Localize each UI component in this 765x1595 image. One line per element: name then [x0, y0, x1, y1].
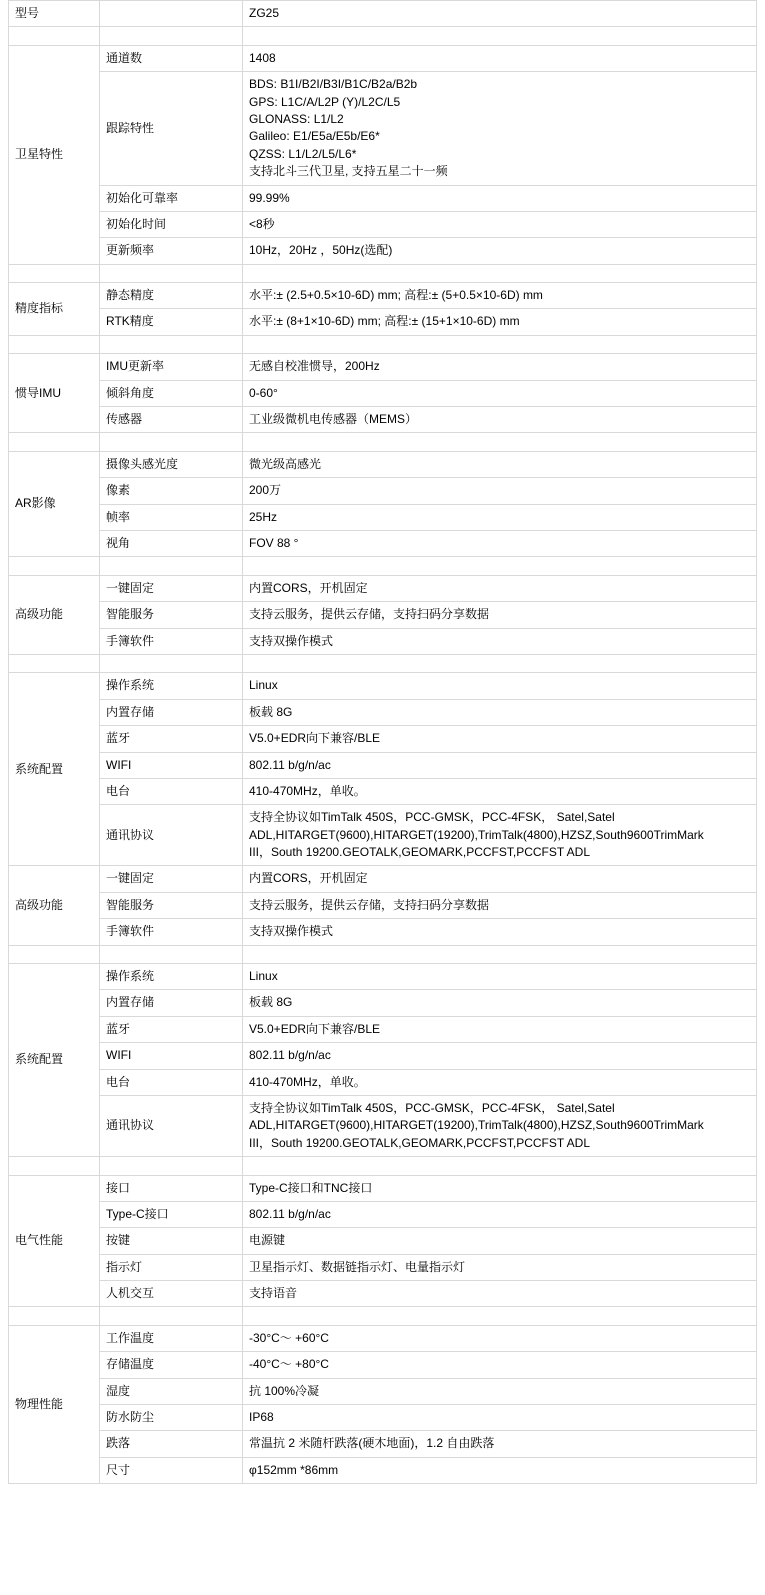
table-row [9, 283, 757, 309]
parameter-value: 工业级微机电传感器（MEMS） [243, 407, 757, 433]
table-row [9, 354, 757, 380]
parameter-value: φ152mm *86mm [243, 1457, 757, 1483]
table-row [9, 1228, 757, 1254]
spacer-row [9, 654, 757, 672]
spacer-cell [100, 1157, 243, 1175]
table-row [9, 1069, 757, 1095]
spacer-cell [243, 335, 757, 353]
parameter-value: 410-470MHz，单收。 [243, 778, 757, 804]
parameter-label: 按键 [100, 1228, 243, 1254]
row-value: ZG25 [243, 1, 757, 27]
specification-table [8, 0, 757, 1484]
parameter-value: 常温抗 2 米随杆跌落(硬木地面)，1.2 自由跌落 [243, 1431, 757, 1457]
spacer-cell [9, 264, 100, 282]
parameter-label: 尺寸 [100, 1457, 243, 1483]
table-row [9, 1095, 757, 1156]
spacer-row [9, 335, 757, 353]
parameter-value: 内置CORS，开机固定 [243, 866, 757, 892]
parameter-value: 无感自校准惯导，200Hz [243, 354, 757, 380]
parameter-label: 跟踪特性 [100, 72, 243, 185]
row-label: 型号 [9, 1, 100, 27]
table-row [9, 211, 757, 237]
spacer-cell [9, 433, 100, 451]
spacer-cell [243, 945, 757, 963]
parameter-label: IMU更新率 [100, 354, 243, 380]
parameter-label: 摄像头感光度 [100, 451, 243, 477]
spacer-row [9, 27, 757, 45]
parameter-label: 一键固定 [100, 575, 243, 601]
spacer-cell [9, 335, 100, 353]
spacer-cell [100, 1307, 243, 1325]
table-row [9, 752, 757, 778]
parameter-label: WIFI [100, 1043, 243, 1069]
table-row [9, 1431, 757, 1457]
table-row [9, 628, 757, 654]
parameter-value: 支持云服务，提供云存储，支持扫码分享数据 [243, 892, 757, 918]
parameter-label: 内置存储 [100, 699, 243, 725]
parameter-label: 传感器 [100, 407, 243, 433]
parameter-value: 802.11 b/g/n/ac [243, 752, 757, 778]
parameter-label: 通讯协议 [100, 805, 243, 866]
value-line: BDS: B1I/B2I/B3I/B1C/B2a/B2b [249, 77, 418, 92]
table-row [9, 778, 757, 804]
parameter-label: 通讯协议 [100, 1095, 243, 1156]
parameter-value [243, 1095, 757, 1156]
value-line: GLONASS: L1/L2 [249, 111, 344, 126]
spacer-cell [243, 654, 757, 672]
spacer-cell [9, 557, 100, 575]
parameter-value: 板载 8G [243, 699, 757, 725]
parameter-value: 410-470MHz，单收。 [243, 1069, 757, 1095]
spacer-cell [9, 654, 100, 672]
parameter-value: 1408 [243, 45, 757, 71]
parameter-label: 蓝牙 [100, 726, 243, 752]
parameter-label: 跌落 [100, 1431, 243, 1457]
parameter-value: 802.11 b/g/n/ac [243, 1201, 757, 1227]
table-row [9, 1175, 757, 1201]
parameter-value: 支持语音 [243, 1281, 757, 1307]
value-line: 支持全协议如TimTalk 450S，PCC-GMSK，PCC-4FSK， Satel,Satel [249, 810, 615, 825]
parameter-label: 智能服务 [100, 602, 243, 628]
table-row [9, 1325, 757, 1351]
category-label: 电气性能 [9, 1175, 100, 1307]
table-row [9, 964, 757, 990]
parameter-label: 智能服务 [100, 892, 243, 918]
parameter-value: 板载 8G [243, 990, 757, 1016]
category-label: 物理性能 [9, 1325, 100, 1483]
category-label: 高级功能 [9, 866, 100, 945]
parameter-label: 接口 [100, 1175, 243, 1201]
table-row [9, 575, 757, 601]
parameter-label: 通道数 [100, 45, 243, 71]
spacer-row [9, 1157, 757, 1175]
table-row [9, 1, 757, 27]
parameter-value [243, 805, 757, 866]
parameter-label: RTK精度 [100, 309, 243, 335]
spacer-row [9, 557, 757, 575]
table-row [9, 380, 757, 406]
table-row [9, 919, 757, 945]
value-line: III，South 19200.GEOTALK,GEOMARK,PCCFST,PCCFST ADL [249, 845, 591, 860]
parameter-value: <8秒 [243, 211, 757, 237]
parameter-value: 内置CORS，开机固定 [243, 575, 757, 601]
spacer-cell [100, 264, 243, 282]
table-row [9, 866, 757, 892]
parameter-label: 倾斜角度 [100, 380, 243, 406]
table-row [9, 185, 757, 211]
value-line: III，South 19200.GEOTALK,GEOMARK,PCCFST,PCCFST ADL [249, 1135, 591, 1150]
parameter-label: 电台 [100, 1069, 243, 1095]
parameter-value: 支持双操作模式 [243, 628, 757, 654]
category-label: 精度指标 [9, 283, 100, 336]
spacer-cell [243, 264, 757, 282]
parameter-value: IP68 [243, 1405, 757, 1431]
spacer-cell [243, 27, 757, 45]
table-row [9, 1457, 757, 1483]
spacer-cell [100, 27, 243, 45]
parameter-value: 微光级高感光 [243, 451, 757, 477]
spacer-cell [243, 433, 757, 451]
parameter-value: 水平:± (2.5+0.5×10-6D) mm; 高程:± (5+0.5×10-6D) mm [243, 283, 757, 309]
spacer-cell [100, 335, 243, 353]
table-row [9, 1016, 757, 1042]
parameter-value: -40°C～ +80°C [243, 1352, 757, 1378]
parameter-value: 抗 100%冷凝 [243, 1378, 757, 1404]
table-row [9, 1405, 757, 1431]
parameter-label: 更新频率 [100, 238, 243, 264]
value-line: ADL,HITARGET(9600),HITARGET(19200),TrimTalk(4800),HZSZ,South9600TrimMark [249, 827, 704, 842]
table-row [9, 1201, 757, 1227]
parameter-value: 电源键 [243, 1228, 757, 1254]
table-row [9, 1043, 757, 1069]
category-label: 系统配置 [9, 964, 100, 1157]
spacer-cell [100, 557, 243, 575]
parameter-label: 帧率 [100, 504, 243, 530]
spacer-cell [243, 1157, 757, 1175]
parameter-label: Type-C接口 [100, 1201, 243, 1227]
table-row [9, 309, 757, 335]
parameter-value: 支持云服务，提供云存储，支持扫码分享数据 [243, 602, 757, 628]
table-row [9, 1281, 757, 1307]
value-line: QZSS: L1/L2/L5/L6* [249, 146, 357, 161]
parameter-value [243, 72, 757, 185]
parameter-label: 蓝牙 [100, 1016, 243, 1042]
parameter-label: 人机交互 [100, 1281, 243, 1307]
category-label: AR影像 [9, 451, 100, 557]
parameter-value: 99.99% [243, 185, 757, 211]
parameter-label: WIFI [100, 752, 243, 778]
parameter-label: 静态精度 [100, 283, 243, 309]
table-row [9, 1352, 757, 1378]
category-label: 系统配置 [9, 673, 100, 866]
parameter-label: 湿度 [100, 1378, 243, 1404]
table-row [9, 478, 757, 504]
table-row [9, 1254, 757, 1280]
parameter-value: -30°C～ +60°C [243, 1325, 757, 1351]
parameter-value: 200万 [243, 478, 757, 504]
value-line: Galileo: E1/E5a/E5b/E6* [249, 129, 380, 144]
parameter-label: 初始化时间 [100, 211, 243, 237]
table-row [9, 238, 757, 264]
parameter-value: V5.0+EDR向下兼容/BLE [243, 726, 757, 752]
spacer-cell [9, 1157, 100, 1175]
parameter-label: 一键固定 [100, 866, 243, 892]
parameter-label: 初始化可靠率 [100, 185, 243, 211]
spacer-row [9, 945, 757, 963]
spacer-cell [100, 654, 243, 672]
table-row [9, 602, 757, 628]
spacer-row [9, 433, 757, 451]
table-row [9, 407, 757, 433]
table-row [9, 72, 757, 185]
table-row [9, 892, 757, 918]
table-row [9, 45, 757, 71]
parameter-label: 指示灯 [100, 1254, 243, 1280]
parameter-value: 卫星指示灯、数据链指示灯、电量指示灯 [243, 1254, 757, 1280]
table-body [9, 1, 757, 1484]
spacer-cell [243, 557, 757, 575]
parameter-label: 像素 [100, 478, 243, 504]
spacer-row [9, 1307, 757, 1325]
parameter-label: 操作系统 [100, 673, 243, 699]
spacer-cell [9, 27, 100, 45]
table-row [9, 451, 757, 477]
parameter-value: FOV 88 ° [243, 530, 757, 556]
parameter-value: 0-60° [243, 380, 757, 406]
parameter-value: Linux [243, 673, 757, 699]
table-row [9, 805, 757, 866]
value-line: 支持北斗三代卫星, 支持五星二十一频 [249, 164, 448, 179]
spacer-cell [9, 945, 100, 963]
spacer-cell [9, 1307, 100, 1325]
spacer-cell [243, 1307, 757, 1325]
parameter-label: 工作温度 [100, 1325, 243, 1351]
value-line: 支持全协议如TimTalk 450S，PCC-GMSK，PCC-4FSK， Satel,Satel [249, 1100, 615, 1115]
parameter-label: 防水防尘 [100, 1405, 243, 1431]
table-row [9, 673, 757, 699]
parameter-value: 支持双操作模式 [243, 919, 757, 945]
table-row [9, 990, 757, 1016]
spacer-row [9, 264, 757, 282]
parameter-value: 10Hz，20Hz ，50Hz(选配) [243, 238, 757, 264]
table-row [9, 504, 757, 530]
parameter-label: 操作系统 [100, 964, 243, 990]
parameter-label: 视角 [100, 530, 243, 556]
table-row [9, 1378, 757, 1404]
parameter-value: Linux [243, 964, 757, 990]
parameter-label: 手簿软件 [100, 919, 243, 945]
value-line: GPS: L1C/A/L2P (Y)/L2C/L5 [249, 94, 401, 109]
parameter-label: 存储温度 [100, 1352, 243, 1378]
parameter-value: Type-C接口和TNC接口 [243, 1175, 757, 1201]
parameter-value: V5.0+EDR向下兼容/BLE [243, 1016, 757, 1042]
parameter-value: 25Hz [243, 504, 757, 530]
parameter-value: 802.11 b/g/n/ac [243, 1043, 757, 1069]
table-row [9, 726, 757, 752]
table-row [9, 530, 757, 556]
category-label: 惯导IMU [9, 354, 100, 433]
row-subcell-empty [100, 1, 243, 27]
parameter-label: 内置存储 [100, 990, 243, 1016]
table-row [9, 699, 757, 725]
parameter-label: 电台 [100, 778, 243, 804]
spacer-cell [100, 945, 243, 963]
parameter-label: 手簿软件 [100, 628, 243, 654]
parameter-value: 水平:± (8+1×10-6D) mm; 高程:± (15+1×10-6D) mm [243, 309, 757, 335]
category-label: 卫星特性 [9, 45, 100, 264]
spacer-cell [100, 433, 243, 451]
value-line: ADL,HITARGET(9600),HITARGET(19200),TrimTalk(4800),HZSZ,South9600TrimMark [249, 1118, 704, 1133]
category-label: 高级功能 [9, 575, 100, 654]
